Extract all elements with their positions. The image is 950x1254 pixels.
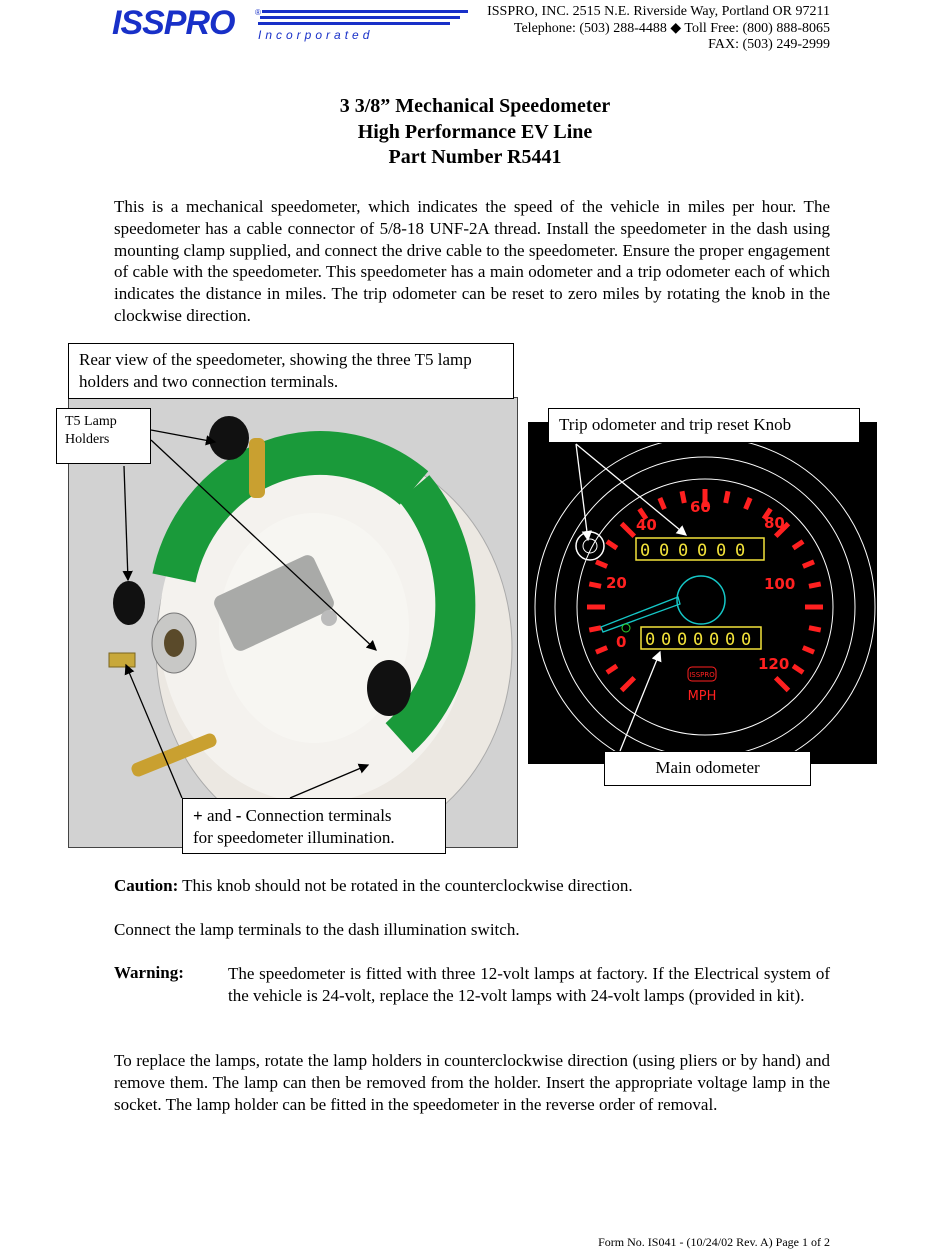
caution-label: Caution:: [114, 876, 179, 895]
replace-paragraph: To replace the lamps, rotate the lamp holders in counterclockwise direction (using pliers or by hand) and remove them. The lamp can then be removed from the holder. Insert the appropriate voltage lamp in the socket. The lamp holder can be fitted in the speedometer in the reverse order of removal.: [114, 1051, 830, 1114]
logo-registered-mark: ®: [255, 8, 261, 17]
odometer-digit: 0: [678, 541, 689, 561]
warning-label: Warning:: [114, 963, 184, 982]
odometer-digit: 0: [735, 541, 746, 561]
dial-number-60: 60: [690, 498, 711, 516]
fax-line: FAX: (503) 249-2999: [708, 37, 830, 52]
title-line-1: 3 3/8” Mechanical Speedometer: [339, 95, 611, 117]
odometer-digit: 0: [677, 630, 688, 650]
rear-view-caption: Rear view of the speedometer, showing the three T5 lamp holders and two connection terminals.: [79, 350, 472, 391]
plus-sign: +: [193, 806, 203, 825]
warning-text: The speedometer is fitted with three 12-volt lamps at factory. If the Electrical system of the vehicle is 24-volt, replace the 12-volt lamps with 24-volt lamps (provided in kit).: [228, 964, 830, 1005]
odometer-digit: 0: [661, 630, 672, 650]
odometer-digit: 0: [725, 630, 736, 650]
dial-number-120: 120: [758, 655, 790, 673]
caution-text: This knob should not be rotated in the counterclockwise direction.: [178, 876, 633, 895]
connect-paragraph: Connect the lamp terminals to the dash illumination switch.: [114, 920, 520, 939]
minus-sign: -: [235, 806, 242, 825]
intro-paragraph: This is a mechanical speedometer, which indicates the speed of the vehicle in miles per hour. The speedometer has a cable connector of 5/8-18 UNF-2A thread. Install the speedometer in the dash using mounting clamp supplied, and connect the drive cable to the speedometer. Ensure the proper engagement of cable with the speedometer. This speedometer has a main odometer and a trip odometer each of which indicates the distance in miles. The trip odometer can be reset to zero miles by rotating the knob in the clockwise direction.: [114, 197, 830, 325]
lamp-holders-label: T5 Lamp Holders: [65, 414, 117, 447]
odometer-digit: 0: [693, 630, 704, 650]
dial-number-40: 40: [636, 516, 657, 534]
unit-label: MPH: [687, 689, 717, 704]
dial-number-80: 80: [764, 514, 785, 532]
title-line-2: High Performance EV Line: [357, 120, 593, 143]
form-number-footer: Form No. IS041 - (10/24/02 Rev. A) Page 1 of 2: [598, 1235, 830, 1249]
and-text: and: [202, 806, 236, 825]
trip-label: Trip odometer and trip reset Knob: [559, 415, 792, 434]
phone-line: Telephone: (503) 288-4488 ◆ Toll Free: (800) 888-8065: [513, 20, 830, 36]
dial-number-0: 0: [616, 633, 627, 651]
odometer-digit: 0: [645, 630, 656, 650]
logo-wordmark: ISSPRO: [112, 4, 235, 42]
odometer-digit: 0: [716, 541, 727, 561]
odometer-digit: 0: [697, 541, 708, 561]
odometer-digit: 0: [741, 630, 752, 650]
odometer-digit: 0: [709, 630, 720, 650]
title-line-3: Part Number R5441: [388, 146, 562, 168]
logo-subtitle: Incorporated: [258, 28, 374, 42]
terminals-label-line2: for speedometer illumination.: [193, 828, 395, 847]
main-odometer-label: Main odometer: [655, 758, 760, 777]
caution-paragraph: [114, 875, 830, 897]
small-logo: ISSPRO: [689, 671, 715, 679]
dial-number-100: 100: [764, 575, 796, 593]
terminals-text: Connection terminals: [241, 806, 392, 825]
odometer-digit: 0: [659, 541, 670, 561]
address-line: ISSPRO, INC. 2515 N.E. Riverside Way, Portland OR 97211: [487, 4, 830, 19]
odometer-digit: 0: [640, 541, 651, 561]
dial-number-20: 20: [606, 574, 627, 592]
